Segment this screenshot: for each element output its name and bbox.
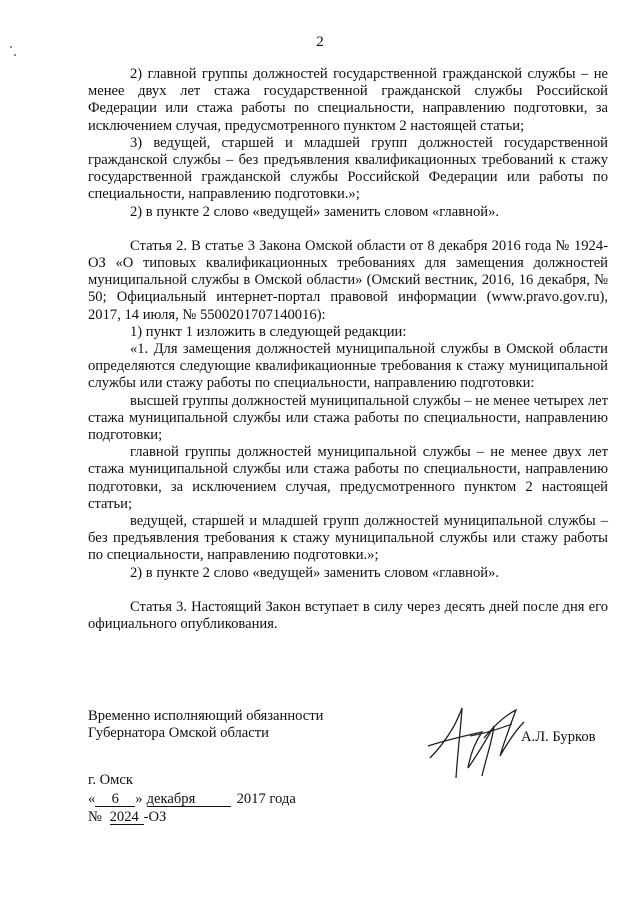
- date-quote-open: «: [88, 790, 96, 807]
- date-year: 2017 года: [236, 790, 296, 807]
- paragraph: 2) в пункте 2 слово «ведущей» заменить словом «главной».: [130, 564, 500, 581]
- scan-speck: [14, 54, 16, 56]
- signatory-title: [88, 708, 323, 742]
- paragraph: 3) ведущей, старшей и младшей групп должностей государственной гражданской службы – без предъявления квалификационных требований к стажу государственной гражданской службы Российской Федерации или работы по специальности, направлению подготовки.»;: [88, 134, 608, 203]
- date-quote-close: »: [135, 790, 143, 807]
- signatory-line-1: Временно исполняющий обязанности: [88, 708, 324, 724]
- article-2-paragraph: Статья 2. В статье 3 Закона Омской области от 8 декабря 2016 года № 1924-ОЗ «О типовых квалификационных требованиях для замещения должностей муниципальной службы в Омской области» (Омский вестник, 2016, 16 декабря, № 50; Официальный интернет-портал правовой информации (www.pravo.gov.ru), 2017, 14 июля, № 5500201707140016):: [88, 237, 608, 323]
- law-number: [88, 808, 296, 827]
- paragraph: главной группы должностей муниципальной службы – не менее двух лет стажа муниципальной службы или стажа работы по специальности, направлению подготовки, за исключением случая, предусмотренного пунктом 2 настоящей статьи;: [88, 444, 608, 512]
- page-number: 2: [316, 34, 324, 50]
- signatory-line-2: Губернатора Омской области: [88, 725, 269, 742]
- signatory-name: А.Л. Бурков: [521, 729, 596, 745]
- paragraph: ведущей, старшей и младшей групп должностей муниципальной службы – без предъявления требования к стажу муниципальной службы или стажу работы по специальности, направлению подготовки.»;: [88, 513, 608, 564]
- paragraph: 1) пункт 1 изложить в следующей редакции:: [130, 323, 407, 340]
- paragraph: высшей группы должностей муниципальной службы – не менее четырех лет стажа муниципальной службы или стажа работы по специальности, направлению подготовки;: [88, 392, 608, 444]
- paragraph: 2) в пункте 2 слово «ведущей» заменить словом «главной».: [130, 203, 500, 220]
- enactment-date: [88, 790, 296, 809]
- paragraph: «1. Для замещения должностей муниципальной службы в Омской области определяются следующие квалификационные требования к стажу муниципальной службы или стажу работы по специальности, направлению подготовки:: [88, 341, 608, 392]
- paragraph-gap: [88, 582, 608, 599]
- document-body: [88, 66, 608, 633]
- enactment-details: [88, 771, 296, 827]
- article-3-paragraph: Статья 3. Настоящий Закон вступает в силу через десять дней после дня его официального опубликования.: [88, 598, 608, 633]
- number-value: 2024: [110, 810, 144, 825]
- date-month: декабря: [147, 792, 231, 807]
- city: г. Омск: [88, 772, 133, 788]
- paragraph: 2) главной группы должностей государственной гражданской службы – не менее двух лет стажа государственной гражданской службы Российской Федерации или стажа работы по специальности, направлению подготовки, за исключением случая, предусмотренного пунктом 2 настоящей статьи;: [88, 66, 608, 134]
- number-suffix: -ОЗ: [143, 809, 167, 825]
- number-prefix: №: [88, 809, 102, 825]
- date-day: 6: [95, 792, 135, 807]
- paragraph-gap: [88, 221, 608, 238]
- handwritten-signature: [424, 696, 532, 784]
